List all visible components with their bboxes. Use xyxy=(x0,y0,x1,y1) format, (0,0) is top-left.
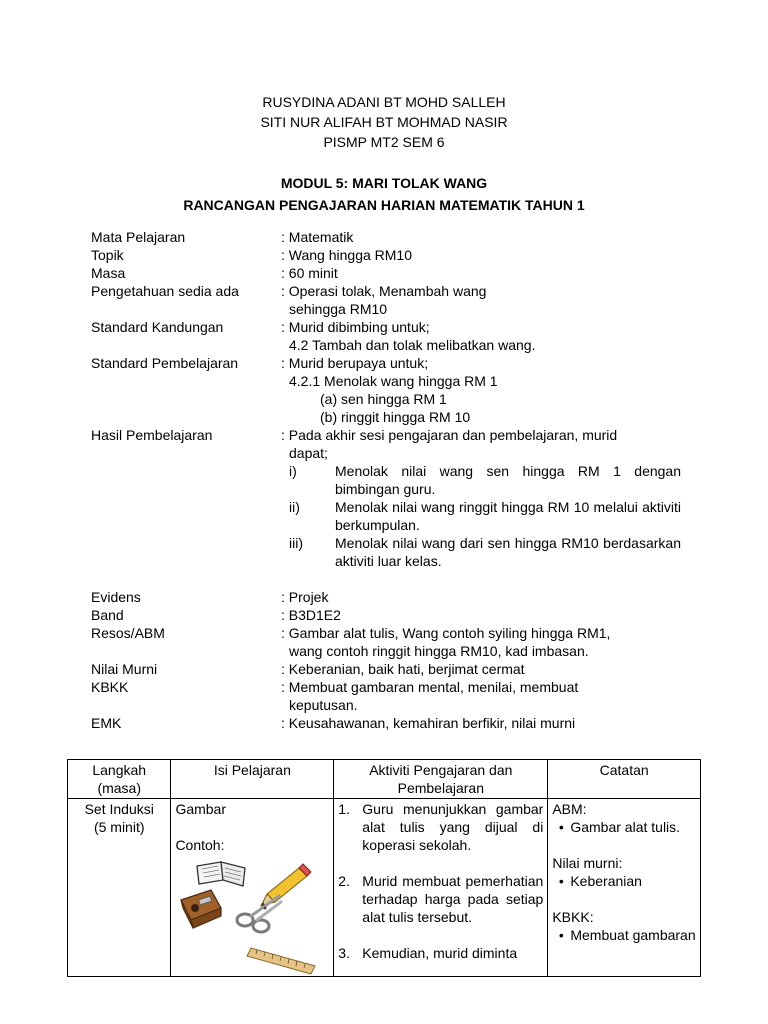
info-standard-pembelajaran: Standard Pembelajaran : Murid berupaya untuk; 4.2.1 Menolak wang hingga RM 1 (a) sen hingga RM 1 (b) ringgit hingga RM 10 xyxy=(91,355,498,425)
info-pengetahuan: Pengetahuan sedia ada : Operasi tolak, Menambah wang sehingga RM10 xyxy=(91,283,487,317)
info-standard-kandungan: Standard Kandungan : Murid dibimbing untuk; 4.2 Tambah dan tolak melibatkan wang. xyxy=(91,319,536,353)
info-band: Band : B3D1E2 xyxy=(91,607,341,623)
module-title: MODUL 5: MARI TOLAK WANG xyxy=(280,175,488,191)
header-catatan: Catatan xyxy=(548,760,701,799)
list-item: • Keberanian xyxy=(552,872,696,890)
cell-catatan: ABM: • Gambar alat tulis. Nilai murni: • Keberanian KBKK: • Membuat gambaran xyxy=(548,799,701,977)
activity-list xyxy=(338,800,543,962)
table-row xyxy=(68,799,701,977)
info-resos: Resos/ABM : Gambar alat tulis, Wang contoh syiling hingga RM1, wang contoh ringgit hingga RM10, kad imbasan. xyxy=(91,625,611,659)
stationery-illustration xyxy=(175,860,325,975)
activity-item: 1. Guru menunjukkan gambar alat tulis yang dijual di koperasi sekolah. xyxy=(338,801,544,853)
info-mata-pelajaran: Mata Pelajaran : Matematik xyxy=(91,229,354,245)
program-code: PISMP MT2 SEM 6 xyxy=(323,134,445,150)
author-name-2: SITI NUR ALIFAH BT MOHMAD NASIR xyxy=(260,114,508,130)
sharpener-icon xyxy=(181,890,221,928)
info-masa: Masa : 60 minit xyxy=(91,265,338,281)
lesson-table xyxy=(67,759,701,977)
info-evidens: Evidens : Projek xyxy=(91,589,329,605)
outcome-item: i) Menolak nilai wang sen hingga RM 1 dengan bimbingan guru. xyxy=(289,463,681,497)
header-isi: Isi Pelajaran xyxy=(171,760,334,799)
cell-isi: Gambar Contoh: xyxy=(171,799,334,977)
header-aktiviti: Aktiviti Pengajaran dan Pembelajaran xyxy=(334,760,548,799)
author-name-1: RUSYDINA ADANI BT MOHD SALLEH xyxy=(262,94,506,110)
author-block xyxy=(0,92,768,152)
plan-title: RANCANGAN PENGAJARAN HARIAN MATEMATIK TAHUN 1 xyxy=(183,197,585,213)
info-topik: Topik : Wang hingga RM10 xyxy=(91,247,412,263)
bullet-icon: • xyxy=(558,927,564,943)
info-hasil-pembelajaran: Hasil Pembelajaran : Pada akhir sesi pengajaran dan pembelajaran, murid dapat; i) Menolak nilai wang sen hingga RM 1 dengan bimbingan guru. ii) Menolak nilai wang ringgit hingga RM 10 melalui aktiviti berkumpulan. iii) Menolak nilai wang dari sen hingga RM10 berdasarkan aktiviti luar kelas. xyxy=(91,427,681,569)
info-kbkk: KBKK : Membuat gambaran mental, menilai, membuat keputusan. xyxy=(91,679,579,713)
bullet-icon: • xyxy=(558,819,564,835)
activity-item: 3. Kemudian, murid diminta xyxy=(338,945,518,961)
list-item: • Membuat gambaran xyxy=(552,926,696,944)
lesson-info xyxy=(91,228,681,732)
outcome-item: ii) Menolak nilai wang ringgit hingga RM 10 melalui aktiviti berkumpulan. xyxy=(289,499,681,533)
header-langkah: Langkah (masa) xyxy=(68,760,171,799)
bullet-icon: • xyxy=(558,873,564,889)
outcome-item: iii) Menolak nilai wang dari sen hingga RM10 berdasarkan aktiviti luar kelas. xyxy=(289,535,681,569)
info-nilai-murni: Nilai Murni : Keberanian, baik hati, berjimat cermat xyxy=(91,661,525,677)
list-item: • Gambar alat tulis. xyxy=(552,818,696,836)
info-emk: EMK : Keusahawanan, kemahiran berfikir, nilai murni xyxy=(91,715,576,731)
title-block xyxy=(0,172,768,216)
pencil-icon xyxy=(261,864,311,906)
cell-aktiviti xyxy=(334,799,548,977)
cell-langkah: Set Induksi (5 minit) xyxy=(68,799,171,977)
book-icon xyxy=(197,862,245,886)
activity-item: 2. Murid membuat pemerhatian terhadap harga pada setiap alat tulis tersebut. xyxy=(338,873,544,925)
ruler-icon xyxy=(247,948,315,974)
table-header-row xyxy=(68,760,701,799)
